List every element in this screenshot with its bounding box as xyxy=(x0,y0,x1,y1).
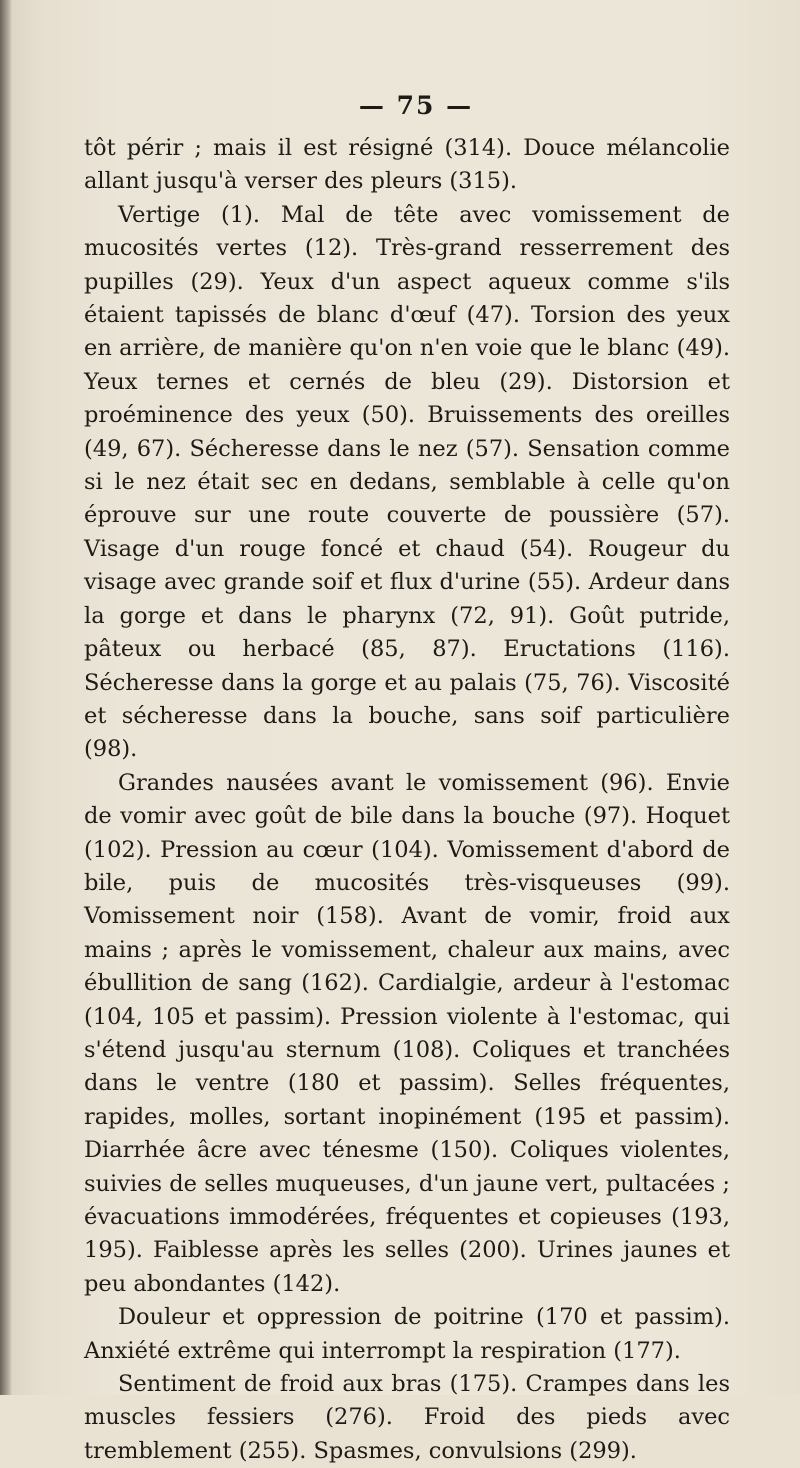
page-number: — 75 — xyxy=(358,91,474,120)
body-text xyxy=(84,132,730,1468)
paragraph-2: Vertige (1). Mal de tête avec vomissement de mucosités vertes (12). Très-grand resserrement des pupilles (29). Yeux d'un aspect aqueux comme s'ils étaient tapissés de blanc d'œuf (47). Torsion des yeux en arrière, de manière qu'on n'en voie que le blanc (49). Yeux ternes et cernés de bleu (29). Distorsion et proéminence des yeux (50). Bruissements des oreilles (49, 67). Sécheresse dans le nez (57). Sensation comme si le nez était sec en dedans, semblable à celle qu'on éprouve sur une route couverte de poussière (57). Visage d'un rouge foncé et chaud (54). Rougeur du visage avec grande soif et flux d'urine (55). Ardeur dans la gorge et dans le pharynx (72, 91). Goût putride, pâteux ou herbacé (85, 87). Eructations (116). Sécheresse dans la gorge et au palais (75, 76). Viscosité et sécheresse dans la bouche, sans soif particulière (98). xyxy=(84,201,730,763)
paragraph-5: Sentiment de froid aux bras (175). Crampes dans les muscles fessiers (276). Froid des pieds avec tremblement (255). Spasmes, convulsions (299). xyxy=(84,1371,730,1464)
page-binding-edge xyxy=(0,0,12,1395)
paragraph-3: Grandes nausées avant le vomissement (96). Envie de vomir avec goût de bile dans la bouche (97). Hoquet (102). Pression au cœur (104). Vomissement d'abord de bile, puis de mucosités très-visqueuses (99). Vomissement noir (158). Avant de vomir, froid aux mains ; après le vomissement, chaleur aux mains, avec ébullition de sang (162). Cardialgie, ardeur à l'estomac (104, 105 et passim). Pression violente à l'estomac, qui s'étend jusqu'au sternum (108). Coliques et tranchées dans le ventre (180 et passim). Selles fréquentes, rapides, molles, sortant inopinément (195 et passim). Diarrhée âcre avec ténesme (150). Coliques violentes, suivies de selles muqueuses, d'un jaune vert, pultacées ; évacuations immodérées, fréquentes et copieuses (193, 195). Faiblesse après les selles (200). Urines jaunes et peu abondantes (142). xyxy=(84,769,730,1297)
paragraph-4: Douleur et oppression de poitrine (170 et passim). Anxiété extrême qui interrompt la respiration (177). xyxy=(84,1304,730,1364)
paragraph-1: tôt périr ; mais il est résigné (314). Douce mélancolie allant jusqu'à verser des pleurs (315). xyxy=(84,135,730,195)
